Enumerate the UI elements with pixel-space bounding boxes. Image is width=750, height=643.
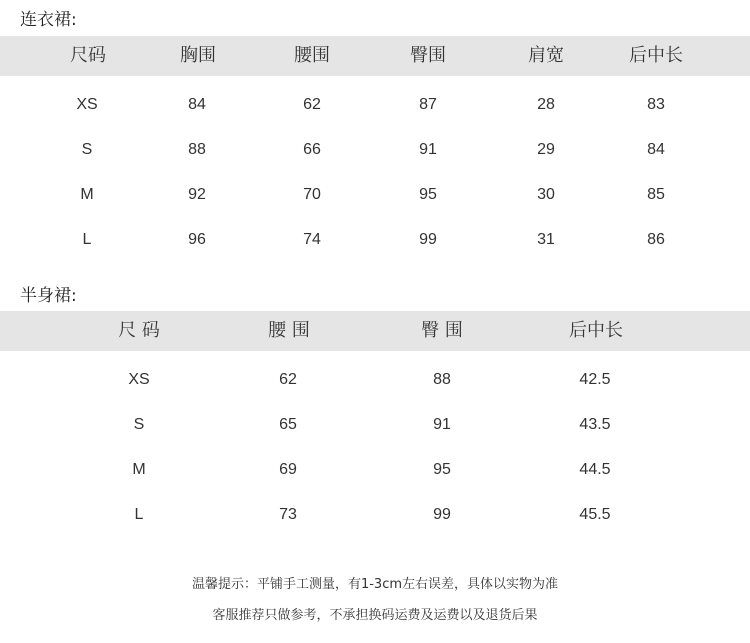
- dress-cell-length: 83: [647, 96, 665, 113]
- dress-cell-shoulder: 31: [537, 231, 555, 248]
- dress-header-hip: 臀围: [410, 45, 446, 66]
- dress-cell-bust: 96: [188, 231, 206, 248]
- dress-cell-size: XS: [76, 96, 98, 113]
- dress-cell-bust: 84: [188, 96, 206, 113]
- dress-cell-shoulder: 29: [537, 141, 555, 158]
- dress-header-shoulder: 肩宽: [528, 45, 564, 66]
- skirt-cell-hip: 99: [433, 506, 451, 523]
- skirt-cell-size: L: [134, 506, 144, 523]
- dress-header-size: 尺码: [70, 45, 106, 66]
- dress-cell-hip: 87: [419, 96, 437, 113]
- dress-cell-shoulder: 28: [537, 96, 555, 113]
- skirt-cell-waist: 69: [279, 461, 297, 478]
- dress-cell-shoulder: 30: [537, 186, 555, 203]
- skirt-section-title: 半身裙:: [20, 286, 77, 306]
- dress-header-waist: 腰围: [294, 45, 330, 66]
- skirt-header-length: 后中长: [569, 320, 623, 341]
- dress-cell-waist: 74: [303, 231, 321, 248]
- dress-header-length: 后中长: [629, 45, 683, 66]
- dress-cell-length: 84: [647, 141, 665, 158]
- disclaimer-note: 客服推荐只做参考，不承担换码运费及运费以及退货后果: [212, 608, 538, 623]
- skirt-cell-hip: 91: [433, 416, 451, 433]
- skirt-cell-size: XS: [128, 371, 150, 388]
- skirt-cell-waist: 65: [279, 416, 297, 433]
- skirt-header-waist: 腰 围: [268, 320, 310, 341]
- dress-cell-bust: 92: [188, 186, 206, 203]
- dress-cell-hip: 95: [419, 186, 437, 203]
- skirt-cell-hip: 88: [433, 371, 451, 388]
- measurement-note: 温馨提示：平铺手工测量，有1-3cm左右误差，具体以实物为准: [191, 577, 559, 592]
- dress-cell-size: L: [82, 231, 92, 248]
- dress-header-bust: 胸围: [180, 45, 216, 66]
- dress-cell-bust: 88: [188, 141, 206, 158]
- dress-cell-size: S: [81, 141, 93, 158]
- dress-cell-length: 86: [647, 231, 665, 248]
- skirt-cell-hip: 95: [433, 461, 451, 478]
- skirt-cell-size: S: [133, 416, 145, 433]
- dress-cell-hip: 99: [419, 231, 437, 248]
- skirt-cell-length: 42.5: [579, 371, 611, 388]
- dress-cell-waist: 66: [303, 141, 321, 158]
- dress-cell-waist: 62: [303, 96, 321, 113]
- dress-cell-waist: 70: [303, 186, 321, 203]
- skirt-cell-length: 43.5: [579, 416, 611, 433]
- skirt-cell-length: 45.5: [579, 506, 611, 523]
- dress-section-title: 连衣裙:: [20, 10, 77, 30]
- skirt-cell-waist: 73: [279, 506, 297, 523]
- skirt-cell-size: M: [132, 461, 146, 478]
- skirt-header-size: 尺 码: [118, 320, 160, 341]
- dress-cell-size: M: [80, 186, 94, 203]
- dress-cell-hip: 91: [419, 141, 437, 158]
- skirt-header-bar: [0, 311, 750, 351]
- skirt-cell-length: 44.5: [579, 461, 611, 478]
- dress-cell-length: 85: [647, 186, 665, 203]
- skirt-cell-waist: 62: [279, 371, 297, 388]
- skirt-header-hip: 臀 围: [421, 320, 463, 341]
